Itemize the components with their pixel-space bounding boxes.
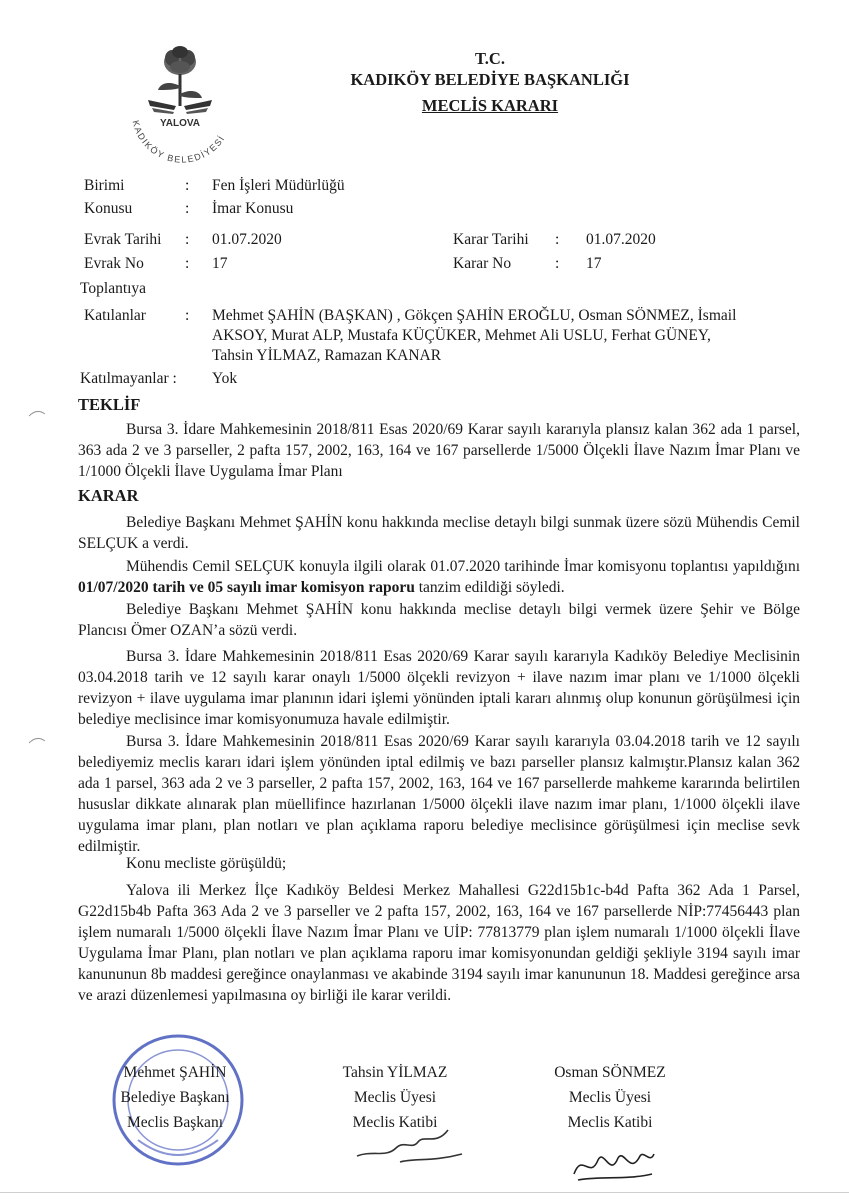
karar-paragraph-4: Bursa 3. İdare Mahkemesinin 2018/811 Esas 2020/69 Karar sayılı kararıyla Kadıköy Belediye Meclisinin 03.04.2018 tarih ve 12 sayılı karar onaylı 1/5000 ölçekli revizyon + ilave nazım imar planı ve 1/1000 ölçekli revizyon + ilave uygulama imar planının idari işlemi yönünden iptali kararı alınmış olup konunun görüşülmesi için belediye meclisince imar komisyonumuza havale edilmiştir.	[78, 648, 800, 728]
colon: :	[555, 255, 560, 272]
signer-title: Meclis Üyesi	[568, 1089, 652, 1106]
evrak-no-value: 17	[212, 255, 228, 272]
katilanlar-line-2: AKSOY, Murat ALP, Mustafa KÜÇÜKER, Mehmet Ali USLU, Ferhat GÜNEY,	[212, 327, 711, 344]
katilmayanlar-value: Yok	[212, 370, 238, 387]
karar-tarihi-value: 01.07.2020	[586, 231, 656, 248]
colon: :	[185, 255, 190, 272]
teklif-heading: TEKLİF	[78, 395, 141, 414]
katilmayanlar-label: Katılmayanlar :	[80, 370, 177, 387]
colon: :	[555, 231, 560, 248]
katilanlar-label: Katılanlar	[84, 307, 146, 324]
colon: :	[185, 307, 190, 324]
signer-name: Tahsin YİLMAZ	[342, 1064, 448, 1081]
birimi-label: Birimi	[84, 177, 125, 194]
karar-tarihi-label: Karar Tarihi	[453, 231, 529, 248]
header-institution: KADIKÖY BELEDİYE BAŞKANLIĞI	[350, 70, 630, 89]
logo-text-yalova: YALOVA	[159, 118, 201, 129]
signer-title-2: Meclis Katibi	[352, 1114, 438, 1131]
signature-block-1	[100, 1060, 250, 1135]
karar-no-label: Karar No	[453, 255, 512, 272]
karar-paragraph-5: Bursa 3. İdare Mahkemesinin 2018/811 Esas 2020/69 Karar sayılı kararıyla 03.04.2018 tarih ve 12 sayılı belediyemiz meclis kararı idari işlem yönünden iptal edilmiş ve bazı parseller plansız kalmıştır.Plansız kalan 362 ada 1 parsel, 363 ada 2 ve 3 parseller, 2 pafta 157, 2002, 163, 164 ve 167 parsellerde mahkeme kararında belirtilen hususlar dikkate alınarak plan müellifince hazırlanan 1/5000 ölçekli ilave nazım imar planı, 1/1000 ölçekli ilave uygulama imar planı, plan notları ve plan açıklama raporu belediye meclisince görüşülmesi için meclise sevk edilmiştir.	[78, 733, 800, 855]
municipality-logo	[118, 40, 243, 165]
karar-paragraph-6: Konu mecliste görüşüldü;	[126, 855, 287, 872]
karar-paragraph-2-bold: 01/07/2020 tarih ve 05 sayılı imar komisyon raporu	[78, 579, 415, 596]
header-document-type: MECLİS KARARI	[421, 96, 559, 115]
colon: :	[185, 177, 190, 194]
karar-paragraph-1: Belediye Başkanı Mehmet ŞAHİN konu hakkında meclise detaylı bilgi sunmak üzere sözü Mühendis Cemil SELÇUK a verdi.	[78, 514, 800, 552]
signer-title-2: Meclis Katibi	[567, 1114, 653, 1131]
karar-paragraph-3: Belediye Başkanı Mehmet ŞAHİN konu hakkında meclise detaylı bilgi vermek üzere Şehir ve Bölge Plancısı Ömer OZAN’a sözü verdi.	[78, 601, 800, 639]
karar-paragraph-2-text-b: tanzim edildiği söyledi.	[414, 579, 565, 596]
karar-paragraph-2	[78, 556, 800, 598]
signer-name: Mehmet ŞAHİN	[123, 1064, 227, 1081]
handwritten-signature-3	[568, 1140, 658, 1190]
karar-paragraph-2-text-a: Mühendis Cemil SELÇUK konuyla ilgili olarak 01.07.2020 tarihinde İmar komisyonu toplantısı yapıldığını	[126, 558, 800, 575]
karar-paragraph-7: Yalova ili Merkez İlçe Kadıköy Beldesi Merkez Mahallesi G22d15b1c-b4d Pafta 362 Ada 1 Parsel, G22d15b4b Pafta 363 Ada 2 ve 3 parseller ve 2 pafta 157, 2002, 163, 164 ve 167 parsellerde NİP:77456443 plan işlem numaralı 1/5000 ölçekli İlave Nazım İmar Planı ve UİP: 77813779 plan işlem numaralı 1/1000 ölçekli İlave Uygulama İmar Planı, plan notları ve plan açıklama raporu imar komisyonundan geldiği şekliyle 3194 sayılı imar kanununun 8b maddesi gereğince onaylanması ve akabinde 3194 sayılı imar kanununun 18. Maddesi gereğince arsa ve arazi düzenlemesi yapılmasına oy birliği ile karar verildi.	[78, 882, 800, 1004]
signer-name: Osman SÖNMEZ	[554, 1064, 666, 1081]
scan-edge	[0, 1192, 849, 1193]
colon: :	[185, 231, 190, 248]
header-tc: T.C.	[475, 49, 505, 68]
evrak-tarihi-label: Evrak Tarihi	[84, 231, 162, 248]
handwritten-signature-2	[352, 1120, 472, 1170]
signer-title: Meclis Üyesi	[353, 1089, 437, 1106]
scan-mark	[28, 408, 46, 418]
teklif-body: Bursa 3. İdare Mahkemesinin 2018/811 Esas 2020/69 Karar sayılı kararıyla plansız kalan 362 ada 1 parsel, 363 ada 2 ve 3 parseller, 2 pafta 157, 2002, 163, 164 ve 167 parsellerde 1/5000 Ölçekli İlave Nazım İmar Planı ve 1/1000 Ölçekli İlave Uygulama İmar Planı	[78, 421, 800, 480]
karar-heading: KARAR	[78, 486, 139, 505]
birimi-value: Fen İşleri Müdürlüğü	[212, 177, 345, 194]
scan-mark	[28, 735, 46, 745]
signature-block-3	[535, 1060, 685, 1135]
colon: :	[185, 200, 190, 217]
katilanlar-line-1: Mehmet ŞAHİN (BAŞKAN) , Gökçen ŞAHİN EROĞLU, Osman SÖNMEZ, İsmail	[212, 307, 737, 324]
logo-arc-text: KADIKÖY BELEDİYESİ	[130, 119, 227, 165]
signer-title-2: Meclis Başkanı	[127, 1114, 223, 1131]
karar-no-value: 17	[586, 255, 602, 272]
signer-title: Belediye Başkanı	[120, 1089, 230, 1106]
konusu-value: İmar Konusu	[212, 200, 294, 217]
evrak-tarihi-value: 01.07.2020	[212, 231, 282, 248]
evrak-no-label: Evrak No	[84, 255, 144, 272]
konusu-label: Konusu	[84, 200, 133, 217]
toplanti-label: Toplantıya	[80, 280, 147, 297]
katilanlar-line-3: Tahsin YİLMAZ, Ramazan KANAR	[212, 347, 442, 364]
